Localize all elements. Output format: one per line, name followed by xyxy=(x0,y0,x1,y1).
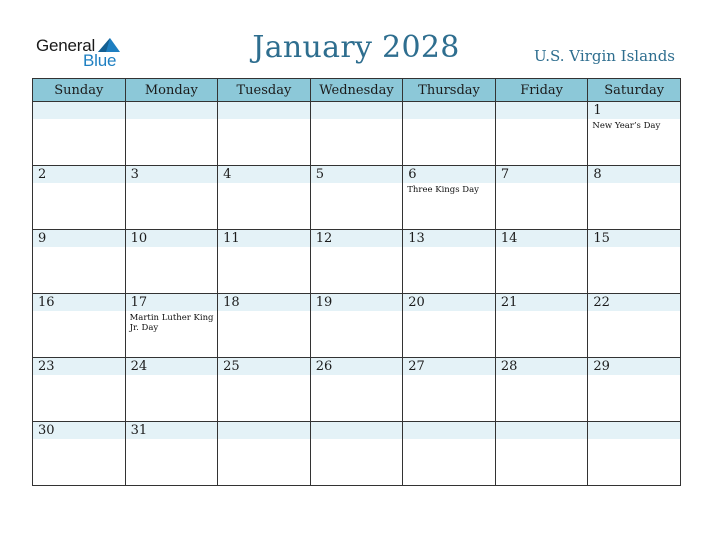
day-cell[interactable] xyxy=(588,294,681,358)
day-number-band xyxy=(218,102,310,119)
weekday-monday: Monday xyxy=(125,79,218,102)
weekday-tuesday: Tuesday xyxy=(218,79,311,102)
day-number-band xyxy=(496,422,588,439)
day-cell[interactable] xyxy=(218,294,311,358)
weekday-header-row xyxy=(33,79,681,102)
day-cell[interactable] xyxy=(218,230,311,294)
weekday-friday: Friday xyxy=(495,79,588,102)
day-cell[interactable] xyxy=(495,422,588,486)
day-number-band xyxy=(496,102,588,119)
day-number: 25 xyxy=(223,359,240,374)
day-number: 3 xyxy=(130,167,139,182)
day-number: 28 xyxy=(500,359,518,374)
day-cell[interactable] xyxy=(495,230,588,294)
weekday-thursday: Thursday xyxy=(403,79,496,102)
day-cell[interactable] xyxy=(218,358,311,422)
day-cell[interactable] xyxy=(125,422,218,486)
day-number: 17 xyxy=(130,295,148,310)
day-number: 2 xyxy=(38,167,47,182)
day-cell[interactable] xyxy=(403,358,496,422)
day-number: 23 xyxy=(38,359,55,374)
day-cell[interactable] xyxy=(403,102,496,166)
day-cell[interactable] xyxy=(588,230,681,294)
day-number-band xyxy=(218,422,310,439)
week-row xyxy=(33,166,681,230)
day-number: 22 xyxy=(593,295,610,310)
day-number: 13 xyxy=(408,231,425,246)
week-row xyxy=(33,358,681,422)
day-cell[interactable] xyxy=(125,102,218,166)
day-cell[interactable] xyxy=(33,294,126,358)
day-number: 5 xyxy=(315,167,324,182)
day-cell[interactable] xyxy=(33,358,126,422)
day-cell[interactable] xyxy=(33,166,126,230)
logo-word-blue: Blue xyxy=(83,51,117,70)
day-cell[interactable] xyxy=(403,422,496,486)
day-cell[interactable] xyxy=(403,294,496,358)
day-cell[interactable] xyxy=(310,166,403,230)
day-cell[interactable] xyxy=(495,294,588,358)
day-cell[interactable] xyxy=(495,102,588,166)
day-cell[interactable] xyxy=(310,358,403,422)
day-cell[interactable] xyxy=(588,358,681,422)
day-cell[interactable] xyxy=(218,102,311,166)
day-number: 16 xyxy=(38,295,55,310)
day-cell[interactable] xyxy=(125,358,218,422)
day-cell[interactable] xyxy=(125,166,218,230)
calendar-body xyxy=(33,102,681,486)
day-cell[interactable] xyxy=(310,422,403,486)
day-number-band xyxy=(33,102,125,119)
day-number-band xyxy=(588,422,680,439)
day-cell[interactable] xyxy=(125,294,218,358)
day-cell[interactable] xyxy=(33,102,126,166)
day-cell[interactable] xyxy=(33,230,126,294)
day-number: 20 xyxy=(408,295,425,310)
day-number-band xyxy=(311,422,403,439)
day-cell[interactable] xyxy=(218,422,311,486)
day-number: 6 xyxy=(408,167,417,182)
region-label: U.S. Virgin Islands xyxy=(534,47,675,65)
day-number: 1 xyxy=(593,103,602,118)
weekday-saturday: Saturday xyxy=(588,79,681,102)
day-cell[interactable] xyxy=(310,102,403,166)
calendar-title: January 2028 xyxy=(252,30,460,65)
day-number-band xyxy=(403,422,495,439)
day-number: 7 xyxy=(500,167,510,182)
week-row xyxy=(33,230,681,294)
day-cell[interactable] xyxy=(33,422,126,486)
day-number: 19 xyxy=(315,295,333,310)
holiday-label: Three Kings Day xyxy=(407,185,479,195)
day-number: 21 xyxy=(500,295,518,310)
week-row xyxy=(33,102,681,166)
calendar-grid xyxy=(32,78,681,486)
logo-word-general: General xyxy=(36,36,96,55)
day-number: 4 xyxy=(223,167,232,182)
day-number-band xyxy=(311,102,403,119)
holiday-label: Martin Luther King Jr. Day xyxy=(129,313,214,333)
day-cell[interactable] xyxy=(218,166,311,230)
day-number: 10 xyxy=(130,231,148,246)
weekday-sunday: Sunday xyxy=(33,79,126,102)
day-number: 18 xyxy=(223,295,240,310)
day-number: 24 xyxy=(130,359,148,374)
day-number-band xyxy=(403,102,495,119)
day-cell[interactable] xyxy=(588,166,681,230)
day-cell[interactable] xyxy=(495,166,588,230)
day-number: 31 xyxy=(130,423,148,438)
page-header xyxy=(0,0,712,78)
day-cell[interactable] xyxy=(125,230,218,294)
day-cell[interactable] xyxy=(588,102,681,166)
week-row xyxy=(33,422,681,486)
weekday-wednesday: Wednesday xyxy=(310,79,403,102)
day-cell[interactable] xyxy=(403,230,496,294)
day-cell[interactable] xyxy=(310,294,403,358)
day-number: 14 xyxy=(500,231,518,246)
day-number: 26 xyxy=(315,359,333,374)
week-row xyxy=(33,294,681,358)
day-number: 11 xyxy=(223,231,240,246)
holiday-label: New Year’s Day xyxy=(592,121,661,131)
day-cell[interactable] xyxy=(588,422,681,486)
day-cell[interactable] xyxy=(495,358,588,422)
day-number: 9 xyxy=(38,231,47,246)
day-number: 27 xyxy=(408,359,425,374)
day-number: 8 xyxy=(593,167,602,182)
day-number: 12 xyxy=(315,231,333,246)
day-cell[interactable] xyxy=(403,166,496,230)
day-number: 15 xyxy=(593,231,610,246)
day-number: 29 xyxy=(593,359,610,374)
day-cell[interactable] xyxy=(310,230,403,294)
day-number-band xyxy=(126,102,218,119)
day-number: 30 xyxy=(38,423,55,438)
